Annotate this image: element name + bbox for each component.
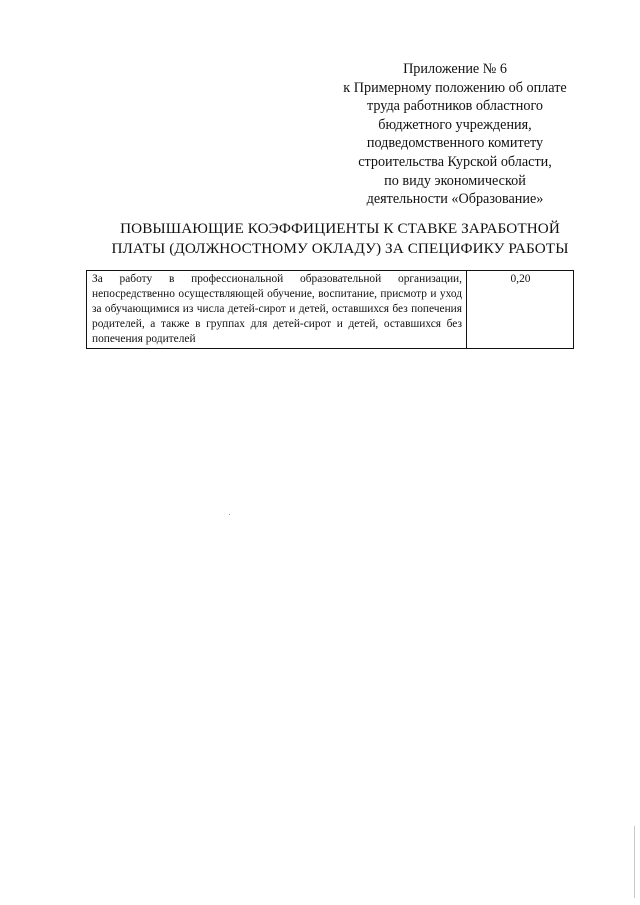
title-line: ПЛАТЫ (ДОЛЖНОСТНОМУ ОКЛАДУ) ЗА СПЕЦИФИКУ РАБОТЫ <box>111 240 569 257</box>
appendix-line: деятельности «Образование» <box>366 191 544 208</box>
appendix-line: к Примерному положению об оплате <box>343 79 567 96</box>
appendix-line: бюджетного учреждения, <box>378 116 532 133</box>
appendix-line: по виду экономической <box>384 172 526 189</box>
appendix-line: труда работников областного <box>366 98 544 115</box>
scan-speck <box>229 514 230 515</box>
document-title <box>60 219 620 259</box>
appendix-header <box>300 60 610 209</box>
coefficient-value-cell: 0,20 <box>467 271 574 349</box>
title-line: ПОВЫШАЮЩИЕ КОЭФФИЦИЕНТЫ К СТАВКЕ ЗАРАБОТНОЙ <box>120 220 560 237</box>
work-description-cell: За работу в профессиональной образовательной организации, непосредственно осуществляющей обучение, воспитание, присмотр и уход за обучающимися из числа детей-сирот и детей, оставшихся без попечения родителей, а также в группах для детей-сирот и детей, оставшихся без попечения родителей <box>87 271 467 349</box>
appendix-line: Приложение № 6 <box>403 61 507 77</box>
appendix-line: подведомственного комитету <box>366 135 544 152</box>
coefficient-table <box>86 270 574 349</box>
scan-edge-mark <box>634 826 635 898</box>
table-row <box>87 271 574 349</box>
appendix-line: строительства Курской области, <box>358 153 552 170</box>
